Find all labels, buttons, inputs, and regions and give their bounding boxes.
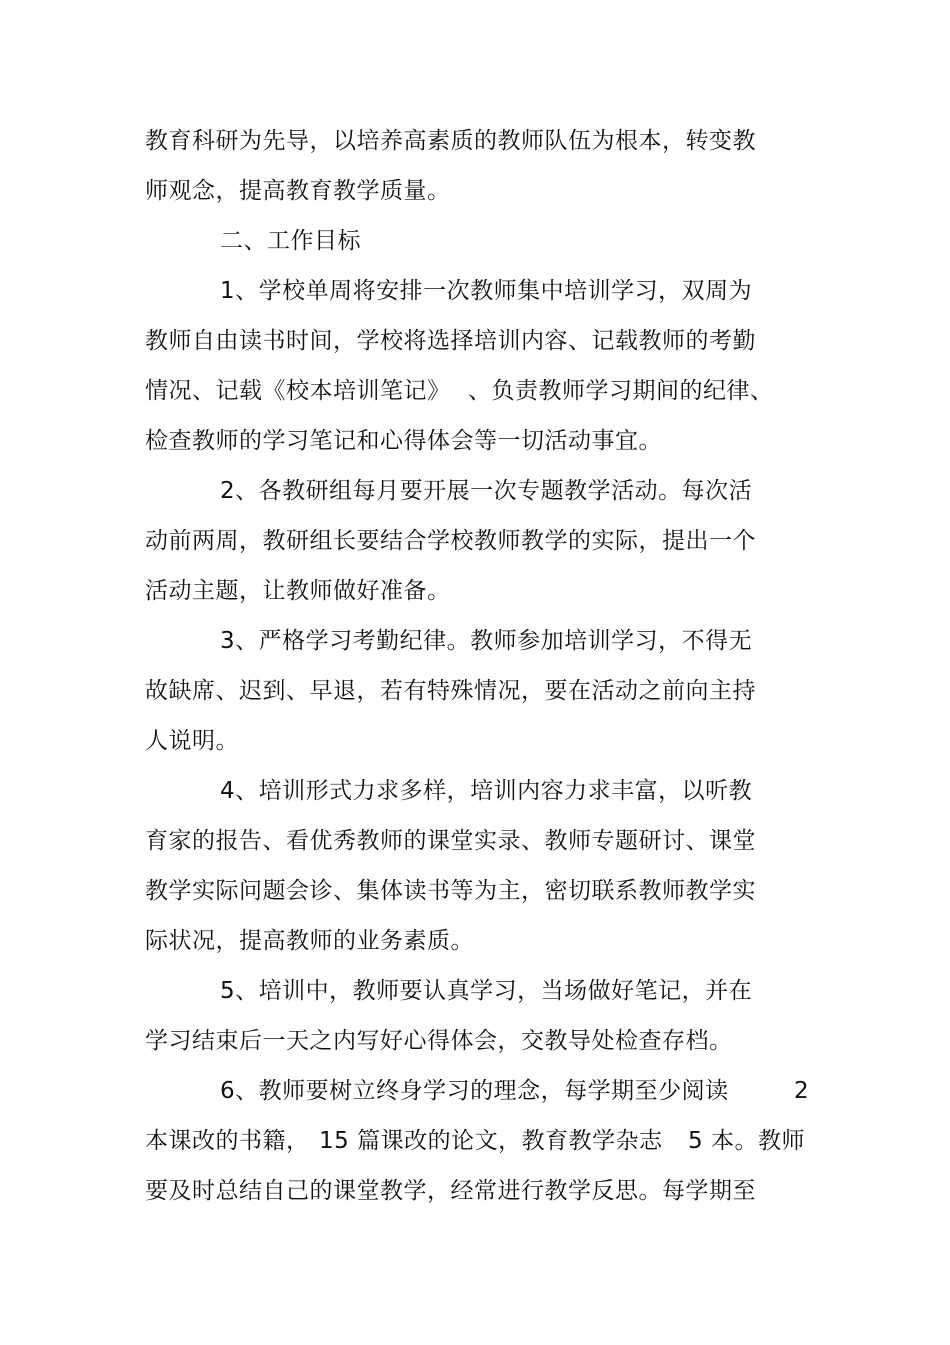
body-text-line: 育家的报告、看优秀教师的课堂实录、教师专题研讨、课堂 [145, 828, 756, 854]
body-text-line: 际状况，提高教师的业务素质。 [145, 928, 474, 954]
body-text-line: 活动主题，让教师做好准备。 [145, 578, 451, 604]
body-text-line: 人说明。 [145, 728, 239, 754]
body-text-line: 要及时总结自己的课堂教学，经常进行教学反思。每学期至 [145, 1178, 756, 1204]
body-text-line: 、负责教师学习期间的纪律、 [468, 378, 774, 404]
body-text-line: 师观念，提高教育教学质量。 [145, 178, 451, 204]
body-text-line: 1、学校单周将安排一次教师集中培训学习，双周为 [220, 278, 753, 304]
body-text-line: 情况、记载《校本培训笔记》 [145, 378, 451, 404]
body-text-line: 动前两周，教研组长要结合学校教师教学的实际，提出一个 [145, 528, 756, 554]
body-text-line: 故缺席、迟到、早退，若有特殊情况，要在活动之前向主持 [145, 678, 756, 704]
body-text-line: 3、严格学习考勤纪律。教师参加培训学习，不得无 [220, 628, 753, 654]
body-text-line: 5 本。教师 [688, 1128, 805, 1154]
body-text-line: 检查教师的学习笔记和心得体会等一切活动事宜。 [145, 428, 662, 454]
section-heading: 二、工作目标 [220, 228, 361, 254]
body-text-line: 5、培训中，教师要认真学习，当场做好笔记，并在 [220, 978, 753, 1004]
body-text-line: 本课改的书籍， [145, 1128, 310, 1154]
body-text-line: 教学实际问题会诊、集体读书等为主，密切联系教师教学实 [145, 878, 756, 904]
body-text-line: 教师自由读书时间，学校将选择培训内容、记载教师的考勤 [145, 328, 756, 354]
body-text-line: 学习结束后一天之内写好心得体会，交教导处检查存档。 [145, 1028, 733, 1054]
body-text-line: 15 篇课改的论文，教育教学杂志 [319, 1128, 663, 1154]
body-text-line: 2 [794, 1078, 810, 1104]
body-text-line: 教育科研为先导，以培养高素质的教师队伍为根本，转变教 [145, 128, 756, 154]
body-text-line: 4、培训形式力求多样，培训内容力求丰富，以听教 [220, 778, 753, 804]
body-text-line: 2、各教研组每月要开展一次专题教学活动。每次活 [220, 478, 753, 504]
body-text-line: 6、教师要树立终身学习的理念，每学期至少阅读 [220, 1078, 729, 1104]
